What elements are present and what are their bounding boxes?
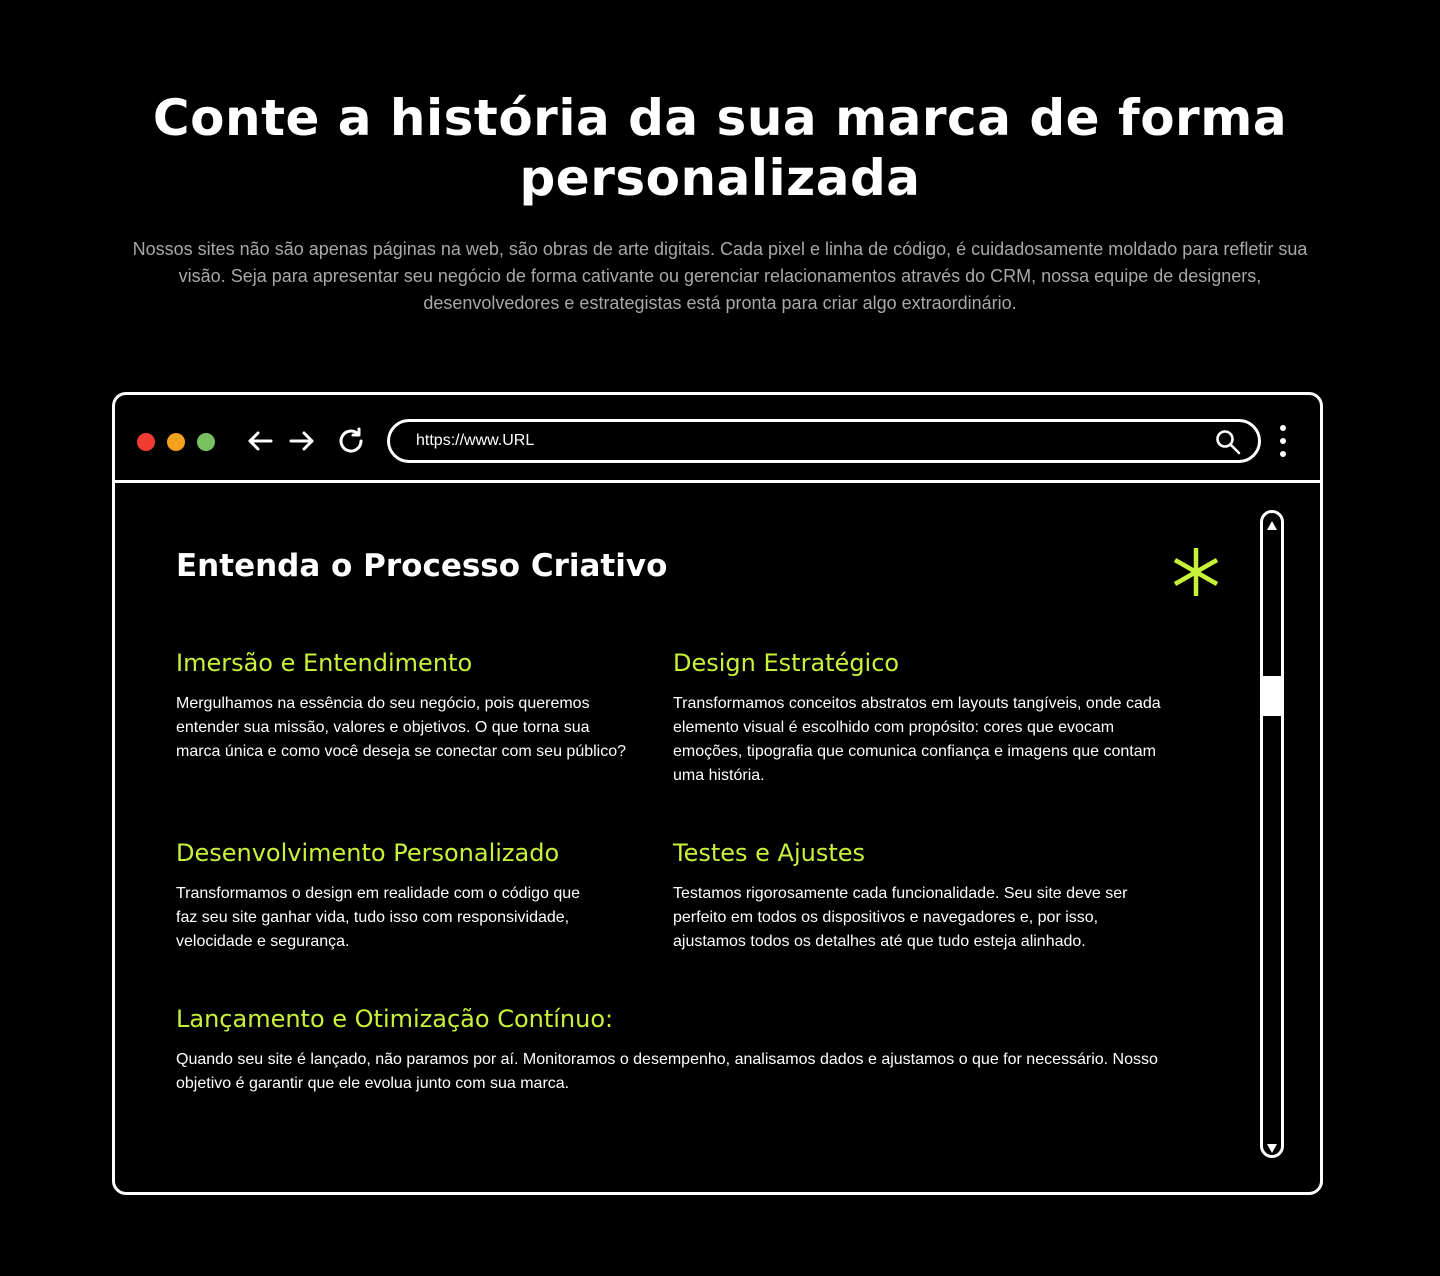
section-body: Transformamos o design em realidade com o código que faz seu site ganhar vida, tudo isso com responsividade, velocidade e segurança. <box>176 885 581 950</box>
browser-content <box>115 486 1320 1192</box>
section-title: Lançamento e Otimização Contínuo: <box>176 1005 614 1033</box>
reload-icon[interactable] <box>335 425 367 457</box>
section-title: Desenvolvimento Personalizado <box>176 839 560 867</box>
more-vertical-icon[interactable] <box>1275 423 1291 459</box>
section-title: Imersão e Entendimento <box>176 649 473 677</box>
close-window-button[interactable] <box>137 433 155 451</box>
scrollbar[interactable] <box>1260 510 1284 1158</box>
url-text[interactable]: https://www.URL <box>416 432 535 449</box>
section-body: Mergulhamos na essência do seu negócio, pois queremos entender sua missão, valores e objetivos. O que torna sua marca única e como você deseja se conectar com seu público? <box>176 695 627 760</box>
section-design <box>673 648 1163 788</box>
arrow-right-icon[interactable] <box>286 425 318 457</box>
section-body: Transformamos conceitos abstratos em layouts tangíveis, onde cada elemento visual é escolhido com propósito: cores que evocam emoções, tipografia que comunica confiança e imagens que contam uma história. <box>673 695 1161 784</box>
section-body: Quando seu site é lançado, não paramos por aí. Monitoramos o desempenho, analisamos dados e ajustamos o que for necessário. Nosso objetivo é garantir que ele evolua junto com sua marca. <box>176 1051 1158 1092</box>
asterisk-icon <box>1172 546 1220 598</box>
search-icon[interactable] <box>1214 428 1242 456</box>
address-bar[interactable] <box>387 419 1261 463</box>
scroll-thumb[interactable] <box>1263 676 1281 716</box>
hero-title: Conte a história da sua marca de forma personalizada <box>152 89 1288 207</box>
section-lancamento <box>176 1004 1176 1096</box>
scroll-up-icon[interactable] <box>1266 517 1278 529</box>
arrow-left-icon[interactable] <box>244 425 276 457</box>
section-desenvolvimento <box>176 838 596 954</box>
content-title: Entenda o Processo Criativo <box>176 548 668 584</box>
section-testes <box>673 838 1168 954</box>
section-title: Testes e Ajustes <box>673 839 866 867</box>
scroll-down-icon[interactable] <box>1266 1139 1278 1151</box>
maximize-window-button[interactable] <box>197 433 215 451</box>
section-imersao <box>176 648 626 764</box>
minimize-window-button[interactable] <box>167 433 185 451</box>
hero-subtitle: Nossos sites não são apenas páginas na web, são obras de arte digitais. Cada pixel e linha de código, é cuidadosamente moldado para refletir sua visão. Seja para apresentar seu negócio de forma cativante ou gerenciar relacionamentos através do CRM, nossa equipe de designers, desenvolvedores e estrategistas está pronta para criar algo extraordinário. <box>132 239 1308 313</box>
section-body: Testamos rigorosamente cada funcionalidade. Seu site deve ser perfeito em todos os dispositivos e navegadores e, por isso, ajustamos todos os detalhes até que tudo esteja alinhado. <box>673 885 1128 950</box>
browser-toolbar <box>115 395 1320 483</box>
section-title: Design Estratégico <box>673 649 900 677</box>
browser-window <box>112 392 1323 1195</box>
